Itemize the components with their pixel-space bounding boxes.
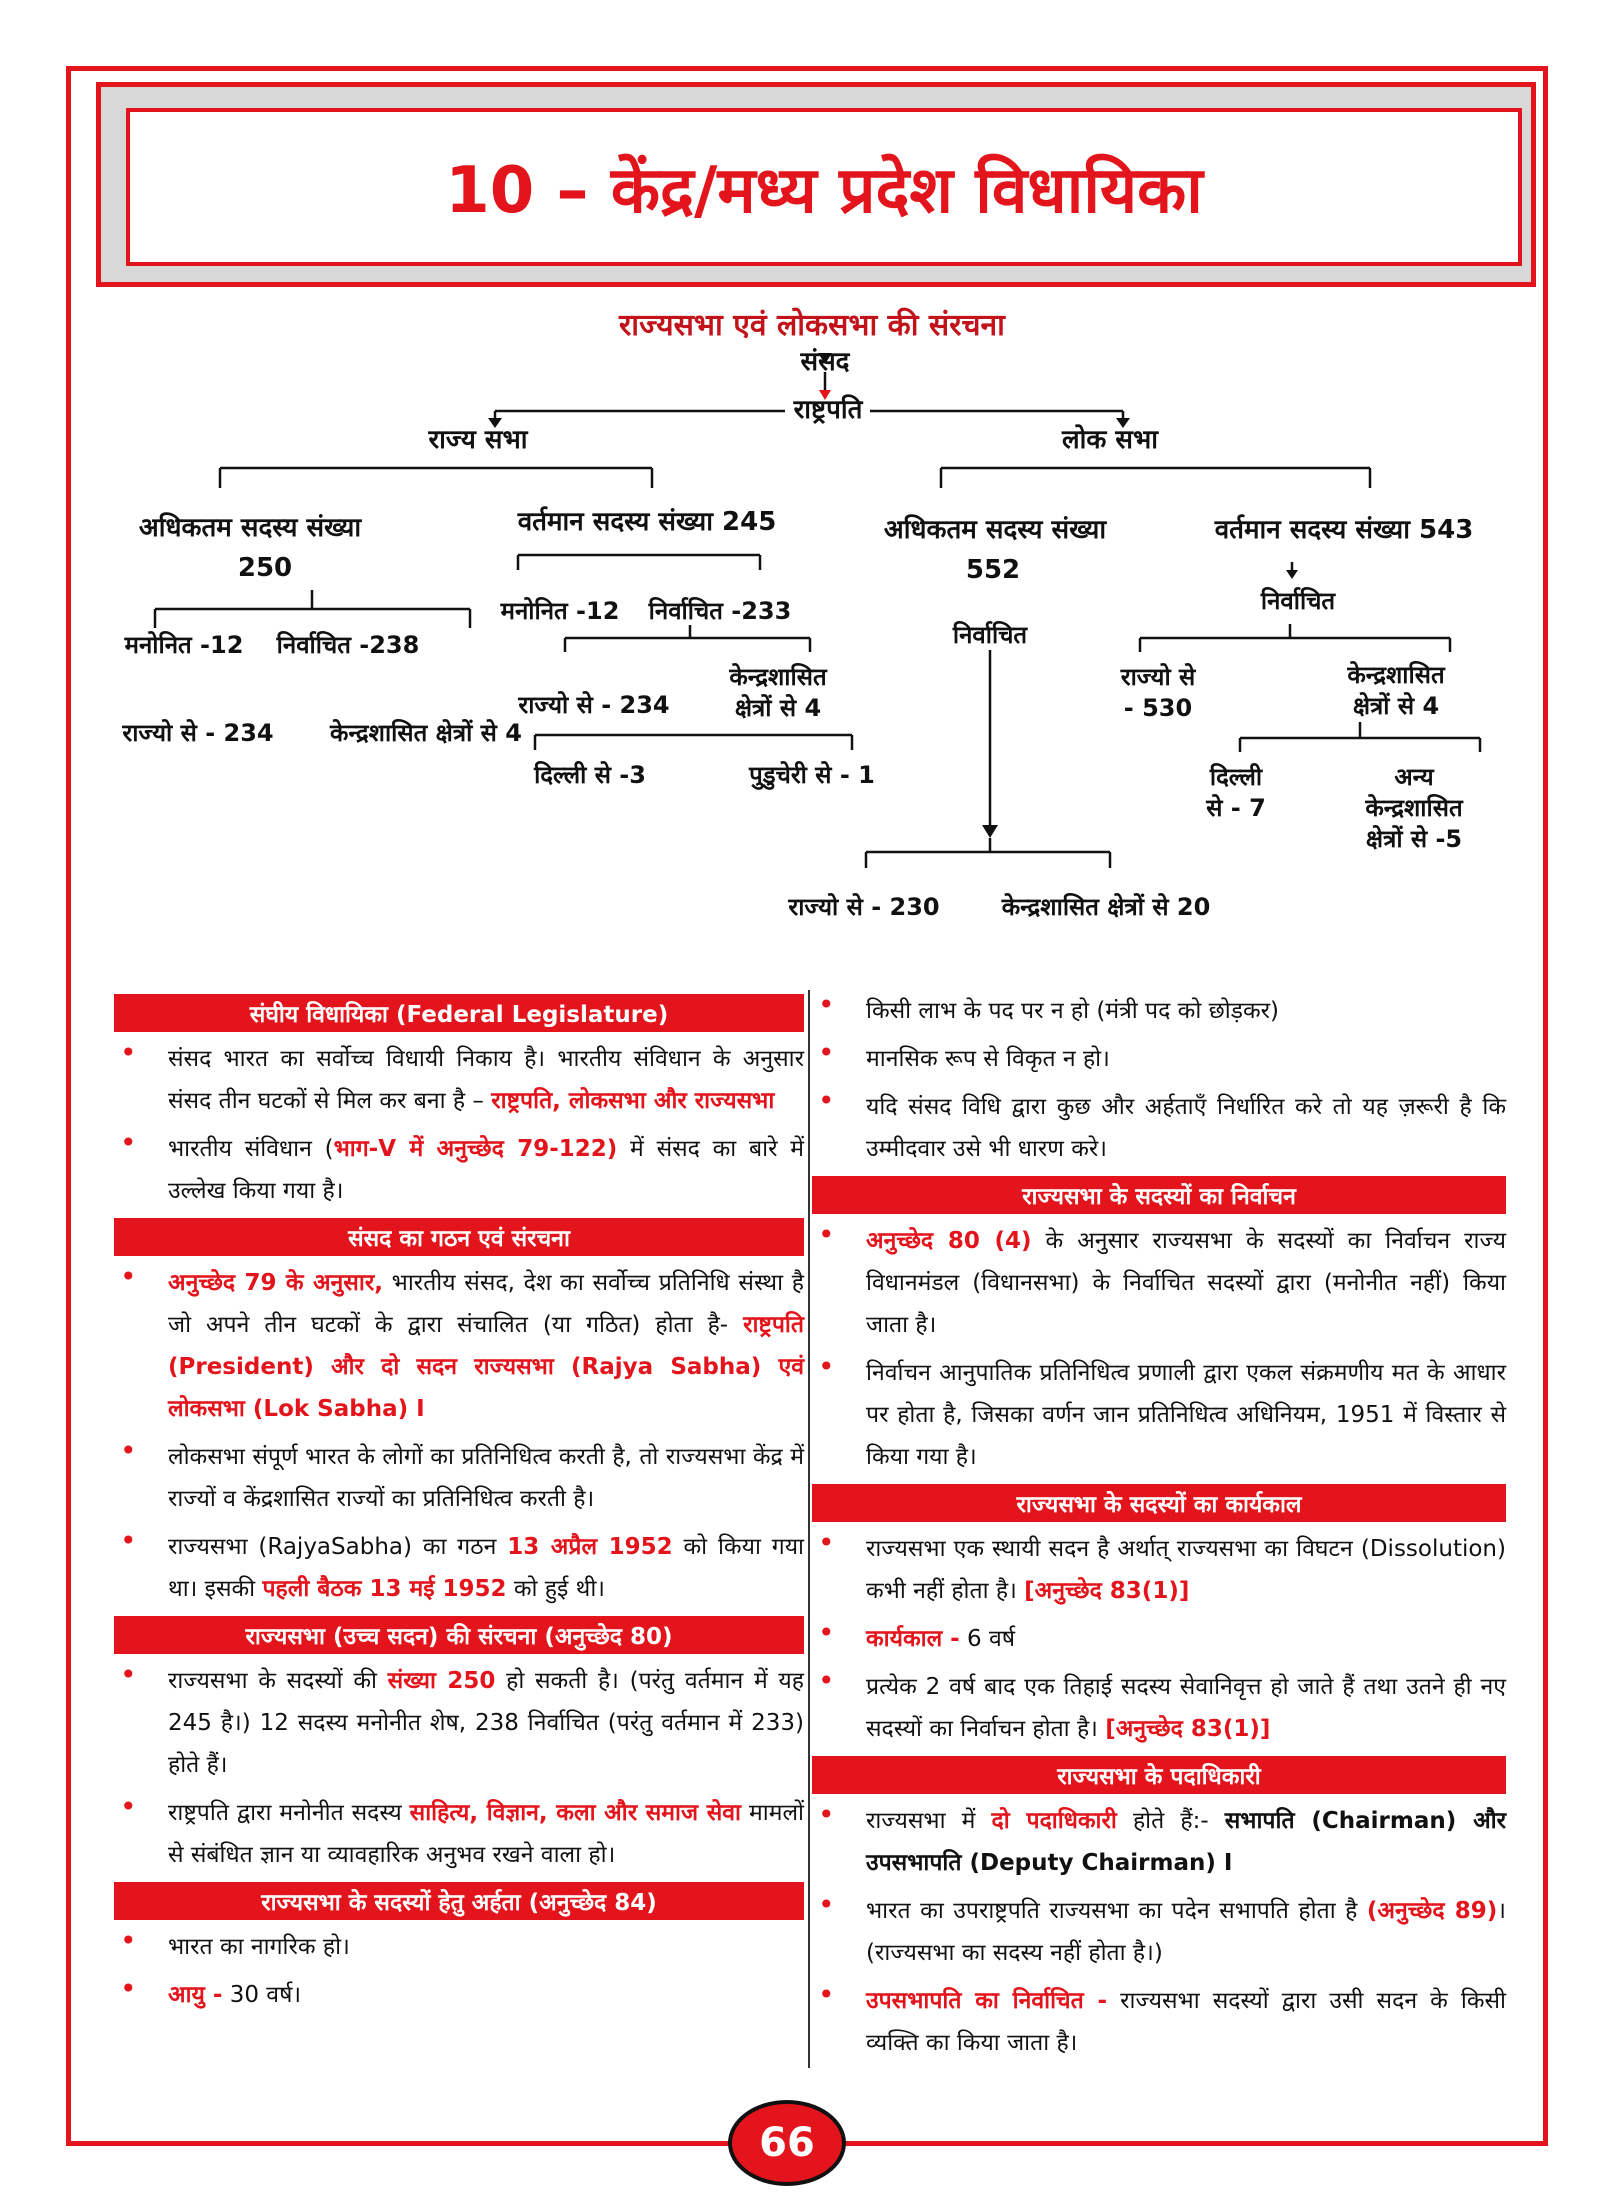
section-heading-federal-legislature: संघीय विधायिका (Federal Legislature): [114, 994, 804, 1032]
left-column: [114, 990, 804, 2022]
list-item: • लोकसभा संपूर्ण भारत के लोगों का प्रतिनिधित्व करती है, तो राज्यसभा केंद्र में राज्यों व केंद्रशासित राज्यों का प्रतिनिधित्व करती है।: [120, 1434, 804, 1512]
node-rs-cur-ut: केन्द्रशासित क्षेत्रों से 4: [729, 663, 827, 723]
list-item: • किसी लाभ के पद पर न हो (मंत्री पद को छोड़कर): [818, 988, 1280, 1024]
node-ls-cur-states: राज्यो से - 530: [1120, 663, 1196, 723]
bullet-icon: •: [818, 1616, 835, 1649]
node-rs-max-label: अधिकतम सदस्य संख्या: [138, 513, 362, 543]
node-lok-sabha: लोक सभा: [1062, 425, 1158, 455]
list-item: • भारत का उपराष्ट्रपति राज्यसभा का पदेन सभापति होता है (अनुच्छेद 89)। (राज्यसभा का सदस्य नहीं होता है।): [818, 1888, 1506, 1966]
bullet-icon: •: [120, 1126, 137, 1159]
list-item: • अनुच्छेद 80 (4) के अनुसार राज्यसभा के सदस्यों का निर्वाचन राज्य विधानमंडल (विधानसभा) के निर्वाचित सदस्यों द्वारा (मनोनीत नहीं) किया जाता है।: [818, 1218, 1506, 1338]
node-rashtrapati: राष्ट्रपति: [793, 395, 863, 425]
node-rs-cur-elected: निर्वाचित -233: [648, 597, 792, 625]
structure-diagram: [0, 290, 1624, 970]
bullet-icon: •: [818, 1526, 835, 1559]
node-ls-cur-ut: केन्द्रशासित क्षेत्रों से 4: [1347, 661, 1445, 721]
section-heading-officers: राज्यसभा के पदाधिकारी: [812, 1756, 1506, 1794]
node-rs-max-ut: केन्द्रशासित क्षेत्रों से 4: [330, 719, 522, 747]
page-number: 66: [759, 2120, 815, 2166]
node-ls-max-label: अधिकतम सदस्य संख्या: [883, 515, 1107, 545]
right-column: [812, 990, 1506, 2070]
list-item: • राज्यसभा के सदस्यों की संख्या 250 हो सकती है। (परंतु वर्तमान में यह 245 है।) 12 सदस्य मनोनीत शेष, 238 निर्वाचित (परंतु वर्तमान में 233) होते हैं।: [120, 1658, 804, 1778]
list-item: • निर्वाचन आनुपातिक प्रतिनिधित्व प्रणाली द्वारा एकल संक्रमणीय मत के आधार पर होता है, जिसका वर्णन जान प्रतिनिधित्व अधिनियम, 1951 में विस्तार से किया गया है।: [818, 1350, 1506, 1470]
list-item: • अनुच्छेद 79 के अनुसार, भारतीय संसद, देश का सर्वोच्च प्रतिनिधि संस्था है जो अपने तीन घटकों के द्वारा संचालित (या गठित) होता है- राष्ट्रपति (President) और दो सदन राज्यसभा (Rajya Sabha) एवं लोकसभा (Lok Sabha) I: [120, 1260, 804, 1422]
section-heading-rajyasabha-structure: राज्यसभा (उच्च सदन) की संरचना (अनुच्छेद 80): [114, 1616, 804, 1654]
node-rs-max-nominated: मनोनित -12: [124, 631, 244, 659]
node-rs-cur-label: वर्तमान सदस्य संख्या 245: [517, 507, 777, 537]
list-item: • भारत का नागरिक हो।: [120, 1924, 350, 1960]
diagram-title: राज्यसभा एवं लोकसभा की संरचना: [619, 308, 1005, 343]
node-rs-max-elected: निर्वाचित -238: [276, 631, 420, 659]
list-item: • संसद भारत का सर्वोच्च विधायी निकाय है। भारतीय संविधान के अनुसार संसद तीन घटकों से मिल कर बना है – राष्ट्रपति, लोकसभा और राज्यसभा: [120, 1036, 804, 1114]
list-item: • राज्यसभा (RajyaSabha) का गठन 13 अप्रैल 1952 को किया गया था। इसकी पहली बैठक 13 मई 1952 को हुई थी।: [120, 1524, 804, 1602]
bullet-icon: •: [120, 1972, 137, 2005]
diagram-lines: [0, 290, 1624, 970]
bullet-icon: •: [818, 1036, 835, 1069]
node-ls-cur-delhi: दिल्ली से - 7: [1206, 763, 1266, 823]
bullet-icon: •: [818, 1888, 835, 1921]
bullet-icon: •: [120, 1658, 137, 1691]
bullet-icon: •: [818, 1084, 835, 1117]
node-rajya-sabha: राज्य सभा: [428, 425, 528, 455]
list-item: • आयु - 30 वर्ष।: [120, 1972, 302, 2008]
list-item: • राज्यसभा में दो पदाधिकारी होते हैं:- सभापति (Chairman) और उपसभापति (Deputy Chairman) I: [818, 1798, 1507, 1876]
node-rs-cur-delhi: दिल्ली से -3: [534, 761, 646, 789]
list-item: • प्रत्येक 2 वर्ष बाद एक तिहाई सदस्य सेवानिवृत्त हो जाते हैं तथा उतने ही नए सदस्यों का निर्वाचन होता है। [अनुच्छेद 83(1)]: [818, 1664, 1506, 1742]
section-heading-qualification: राज्यसभा के सदस्यों हेतु अर्हता (अनुच्छेद 84): [114, 1882, 804, 1920]
node-rs-cur-puducherry: पुडुचेरी से - 1: [749, 761, 875, 789]
node-rs-max-states: राज्यो से - 234: [122, 719, 274, 747]
bullet-icon: •: [818, 988, 835, 1021]
node-ls-max-value: 552: [965, 555, 1021, 585]
bullet-icon: •: [818, 1664, 835, 1697]
list-item: • भारतीय संविधान (भाग-V में अनुच्छेद 79-122) में संसद का बारे में उल्लेख किया गया है।: [120, 1126, 804, 1204]
bullet-icon: •: [120, 1924, 137, 1957]
title-box: [126, 108, 1522, 266]
bullet-icon: •: [120, 1790, 137, 1823]
list-item: • मानसिक रूप से विकृत न हो।: [818, 1036, 1110, 1072]
bullet-icon: •: [818, 1350, 835, 1383]
node-ls-max-ut: केन्द्रशासित क्षेत्रों से 20: [1001, 893, 1211, 921]
node-rs-cur-nominated: मनोनित -12: [500, 597, 620, 625]
bullet-icon: •: [120, 1434, 137, 1467]
section-heading-parliament-structure: संसद का गठन एवं संरचना: [114, 1218, 804, 1256]
node-ls-max-elected: निर्वाचित: [952, 621, 1028, 649]
section-heading-election: राज्यसभा के सदस्यों का निर्वाचन: [812, 1176, 1506, 1214]
list-item: • राज्यसभा एक स्थायी सदन है अर्थात् राज्यसभा का विघटन (Dissolution) कभी नहीं होता है। [अनुच्छेद 83(1)]: [818, 1526, 1506, 1604]
bullet-icon: •: [120, 1036, 137, 1069]
node-ls-cur-elected: निर्वाचित: [1260, 587, 1336, 615]
bullet-icon: •: [120, 1260, 137, 1293]
column-divider: [808, 990, 810, 2068]
page-title: 10 – केंद्र/मध्य प्रदेश विधायिका: [445, 153, 1203, 228]
node-ls-max-states: राज्यो से - 230: [788, 893, 940, 921]
page-number-badge: [728, 2100, 846, 2186]
list-item: • कार्यकाल - 6 वर्ष: [818, 1616, 1016, 1652]
node-rs-max-value: 250: [237, 553, 293, 583]
list-item: • उपसभापति का निर्वाचित - राज्यसभा सदस्यों द्वारा उसी सदन के किसी व्यक्ति का किया जाता है।: [818, 1978, 1506, 2056]
bullet-icon: •: [818, 1218, 835, 1251]
bullet-icon: •: [818, 1978, 835, 2011]
node-sansad: संसद: [800, 347, 850, 377]
node-ls-cur-other-ut: अन्य केन्द्रशासित क्षेत्रों से -5: [1365, 763, 1463, 854]
bullet-icon: •: [120, 1524, 137, 1557]
bullet-icon: •: [818, 1798, 835, 1831]
list-item: • यदि संसद विधि द्वारा कुछ और अर्हताएँ निर्धारित करे तो यह ज़रूरी है कि उम्मीदवार उसे भी धारण करे।: [818, 1084, 1506, 1162]
node-rs-cur-states: राज्यो से - 234: [518, 691, 670, 719]
list-item: • राष्ट्रपति द्वारा मनोनीत सदस्य साहित्य, विज्ञान, कला और समाज सेवा मामलों से संबंधित ज्ञान या व्यावहारिक अनुभव रखने वाला हो।: [120, 1790, 804, 1868]
node-ls-cur-label: वर्तमान सदस्य संख्या 543: [1214, 515, 1474, 545]
section-heading-tenure: राज्यसभा के सदस्यों का कार्यकाल: [812, 1484, 1506, 1522]
